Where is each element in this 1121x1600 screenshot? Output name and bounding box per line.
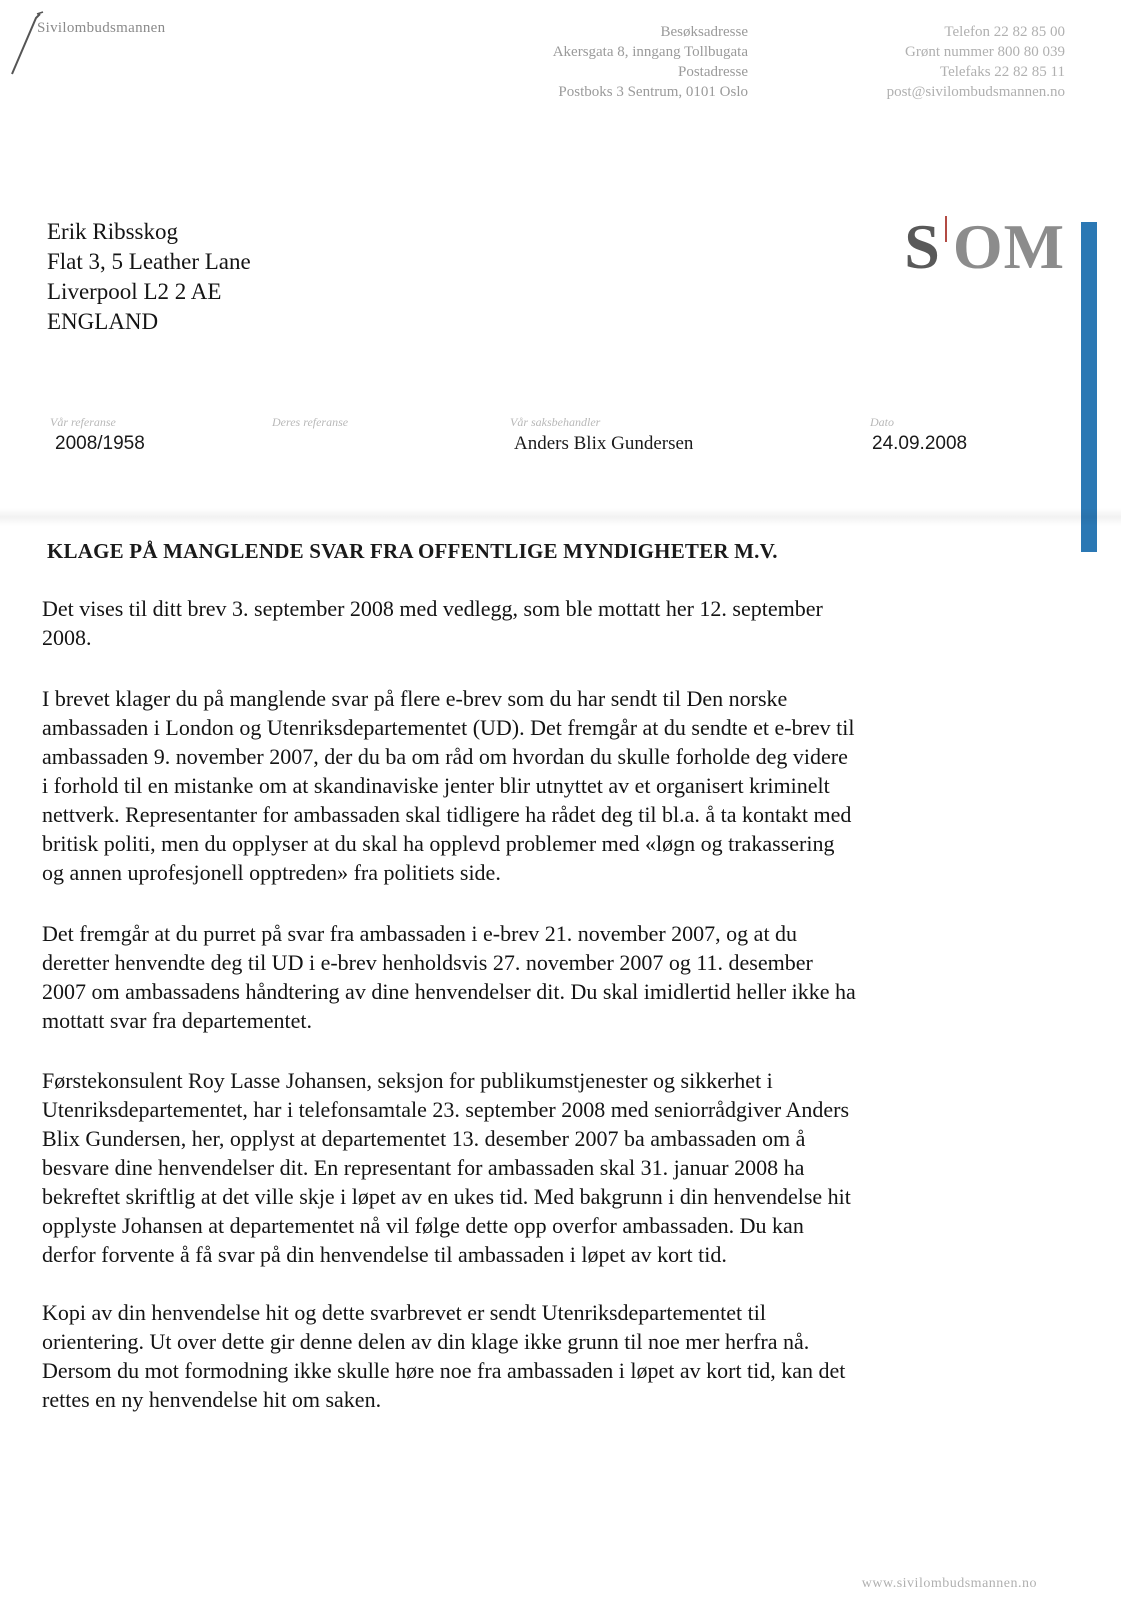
som-logo xyxy=(904,210,1065,284)
paragraph-line: deretter henvendte deg til UD i e-brev henholdsvis 27. november 2007 og 11. desember xyxy=(42,950,813,975)
fax-number: Telefaks 22 82 85 11 xyxy=(939,64,1065,80)
paper-fold xyxy=(0,508,1121,526)
visit-address: Akersgata 8, inngang Tollbugata xyxy=(552,44,748,60)
logo-slash-icon xyxy=(6,6,46,84)
paragraph-line: orientering. Ut over dette gir denne delen av din klage ikke grunn til noe mer herfra nå. xyxy=(42,1329,810,1354)
paragraph-line: rettes en ny henvendelse hit om saken. xyxy=(42,1387,382,1412)
som-logo-s: S xyxy=(904,211,941,282)
paragraph-line: Førstekonsulent Roy Lasse Johansen, seksjon for publikumstjenester og sikkerhet i xyxy=(42,1068,773,1093)
recipient-country: ENGLAND xyxy=(47,309,159,334)
paragraph-line: Dersom du mot formodning ikke skulle høre noe fra ambassaden i løpet av kort tid, kan det xyxy=(42,1358,846,1383)
letter-subject: KLAGE PÅ MANGLENDE SVAR FRA OFFENTLIGE MYNDIGHETER M.V. xyxy=(47,539,778,563)
paragraph-line: Det fremgår at du purret på svar fra ambassaden i e-brev 21. november 2007, og at du xyxy=(42,921,798,946)
our-reference: 2008/1958 xyxy=(55,433,145,454)
paragraph-line: Blix Gundersen, her, opplyst at departementet 13. desember 2007 ba ambassaden om å xyxy=(42,1126,806,1151)
contact-block xyxy=(765,22,1065,102)
paragraph-line: 2007 om ambassadens håndtering av dine henvendelser dit. Du skal imidlertid heller ikke ha xyxy=(42,979,856,1004)
paragraph-line: ambassaden 9. november 2007, der du ba om råd om hvordan du skulle forholde deg videre xyxy=(42,744,848,769)
paragraph-2 xyxy=(42,684,1032,887)
recipient-line2: Liverpool L2 2 AE xyxy=(47,279,222,304)
paragraph-line: Det vises til ditt brev 3. september 2008 med vedlegg, som ble mottatt her 12. september xyxy=(42,596,823,621)
post-address: Postboks 3 Sentrum, 0101 Oslo xyxy=(558,84,748,100)
phone-number: Telefon 22 82 85 00 xyxy=(944,24,1065,40)
paragraph-line: nettverk. Representanter for ambassaden skal tidligere ha rådet deg til bl.a. å ta kontakt med xyxy=(42,802,852,827)
paragraph-line: besvare dine henvendelser dit. En representant for ambassaden skal 31. januar 2008 ha xyxy=(42,1155,805,1180)
paragraph-line: Kopi av din henvendelse hit og dette svarbrevet er sendt Utenriksdepartementet til xyxy=(42,1300,766,1325)
email-address: post@sivilombudsmannen.no xyxy=(886,84,1065,100)
recipient-name: Erik Ribsskog xyxy=(47,219,178,244)
som-logo-om: OM xyxy=(952,211,1065,282)
side-color-bar xyxy=(1081,222,1097,552)
recipient-address xyxy=(47,217,251,337)
paragraph-line: Utenriksdepartementet, har i telefonsamtale 23. september 2008 med seniorrådgiver Anders xyxy=(42,1097,850,1122)
paragraph-1 xyxy=(42,594,1032,652)
paragraph-3 xyxy=(42,919,1032,1035)
footer-website: www.sivilombudsmannen.no xyxy=(861,1576,1037,1591)
organization-name: Sivilombudsmannen xyxy=(37,20,166,36)
case-handler: Anders Blix Gundersen xyxy=(514,433,694,454)
handler-label: Vår saksbehandler xyxy=(510,415,601,429)
post-address-label: Postadresse xyxy=(678,64,748,80)
visit-address-label: Besøksadresse xyxy=(660,24,748,40)
paragraph-line: i forhold til en mistanke om at skandinaviske jenter blir utnyttet av et organisert kriminelt xyxy=(42,773,830,798)
green-number: Grønt nummer 800 80 039 xyxy=(905,44,1065,60)
paragraph-line: britisk politi, men du opplyser at du skal ha opplevd problemer med «løgn og trakassering xyxy=(42,831,835,856)
paragraph-4 xyxy=(42,1066,1032,1269)
recipient-line1: Flat 3, 5 Leather Lane xyxy=(47,249,251,274)
paragraph-line: I brevet klager du på manglende svar på flere e-brev som du har sendt til Den norske xyxy=(42,686,788,711)
date-label: Dato xyxy=(870,415,894,429)
som-logo-divider xyxy=(945,216,947,242)
your-reference-label: Deres referanse xyxy=(272,415,349,429)
paragraph-line: ambassaden i London og Utenriksdepartementet (UD). Det fremgår at du sendte et e-brev til xyxy=(42,715,855,740)
visit-address-block xyxy=(428,22,748,102)
our-reference-label: Vår referanse xyxy=(50,415,116,429)
letter-date: 24.09.2008 xyxy=(872,433,968,454)
paragraph-line: opplyste Johansen at departementet nå vil følge dette opp overfor ambassaden. Du kan xyxy=(42,1213,804,1238)
paragraph-line: bekreftet skriftlig at det ville skje i løpet av en ukes tid. Med bakgrunn i din henvendelse hit xyxy=(42,1184,851,1209)
paragraph-line: 2008. xyxy=(42,625,92,650)
paragraph-line: mottatt svar fra departementet. xyxy=(42,1008,312,1033)
paragraph-line: derfor forvente å få svar på din henvendelse til ambassaden i løpet av kort tid. xyxy=(42,1242,727,1267)
paragraph-line: og annen uprofesjonell opptreden» fra politiets side. xyxy=(42,860,501,885)
paragraph-5 xyxy=(42,1298,1032,1414)
